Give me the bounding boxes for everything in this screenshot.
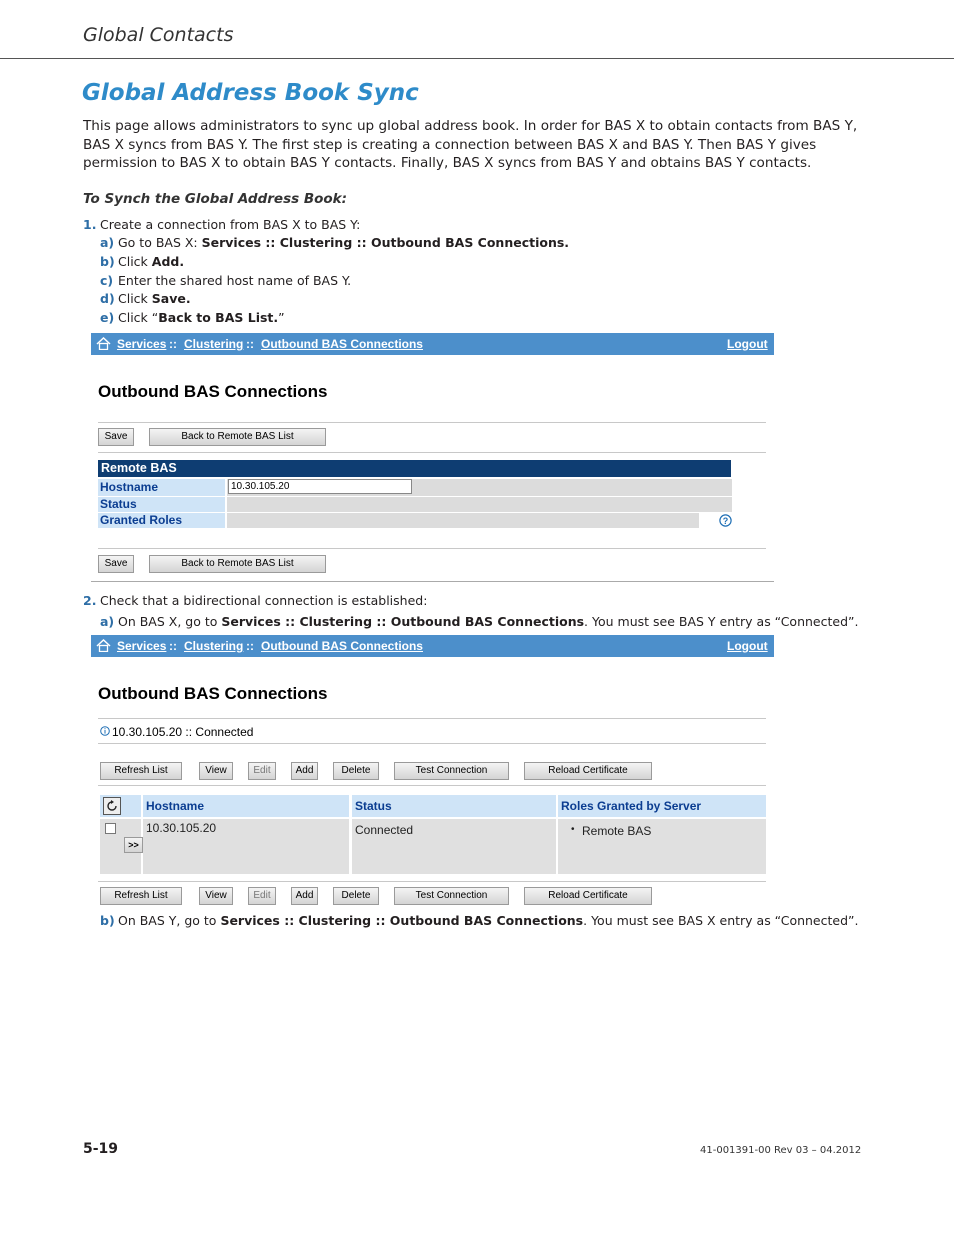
connections-table — [100, 795, 766, 874]
back-to-remote-bas-list-button[interactable]: Back to Remote BAS List — [149, 428, 326, 446]
intro-paragraph: This page allows administrators to sync up global address book. In order for BAS X to obtain contacts from BAS Y, BAS X syncs from BAS Y. The first step is creating a connection between BAS X and BAS Y. Then BAS Y gives permission to BAS X to obtain BAS Y contacts. Finally, BAS X syncs from BAS Y and obtains BAS Y contacts. — [83, 118, 858, 171]
nav-clustering-link[interactable]: Clustering — [184, 639, 244, 653]
procedure-heading: To Synch the Global Address Book: — [83, 191, 348, 207]
bullet: • — [571, 824, 575, 835]
row-status: Connected — [355, 823, 414, 837]
logout-link[interactable]: Logout — [727, 337, 768, 351]
divider — [98, 452, 766, 453]
edit-button[interactable]: Edit — [248, 887, 276, 905]
status-label: Status — [100, 497, 137, 511]
column-header-hostname[interactable]: Hostname — [143, 795, 349, 817]
label-cell — [98, 479, 225, 496]
divider — [98, 718, 766, 719]
table-row[interactable] — [143, 819, 349, 874]
step-letter: a) — [100, 235, 115, 250]
granted-roles-label: Granted Roles — [100, 513, 183, 527]
nav-services-link[interactable]: Services — [117, 337, 167, 351]
connection-status-message: 10.30.105.20 :: Connected — [112, 725, 254, 739]
home-icon[interactable] — [96, 639, 111, 652]
step-text: Click — [118, 291, 152, 306]
step-1 — [83, 217, 360, 232]
step-2a — [100, 614, 858, 629]
step-text: Go to BAS X: — [118, 235, 202, 250]
label-cell — [98, 513, 225, 528]
nav-bar — [91, 635, 774, 657]
step-text: ” — [278, 310, 285, 325]
step-1c — [100, 273, 351, 288]
add-button[interactable]: Add — [291, 887, 318, 905]
test-connection-button[interactable]: Test Connection — [394, 762, 509, 780]
step-text: On BAS X, go to — [118, 614, 222, 629]
back-to-remote-bas-list-button[interactable]: Back to Remote BAS List — [149, 555, 326, 573]
screenshot-connections-list — [91, 635, 774, 910]
granted-roles-value — [227, 513, 699, 528]
step-text: . You must see BAS Y entry as “Connected”. — [584, 614, 859, 629]
panel-title: Outbound BAS Connections — [98, 684, 328, 703]
step-letter: b) — [100, 254, 115, 269]
delete-button[interactable]: Delete — [333, 887, 379, 905]
step-bold: Services :: Clustering :: Outbound BAS Connections — [220, 913, 584, 928]
step-text: Check that a bidirectional connection is established: — [100, 593, 428, 608]
step-text: On BAS Y, go to — [118, 913, 221, 928]
step-letter: a) — [100, 614, 115, 629]
label-cell — [98, 497, 225, 512]
status-value — [227, 497, 732, 512]
step-text: Click “ — [118, 310, 159, 325]
column-header-status[interactable]: Status — [352, 795, 556, 817]
step-bold: Services :: Clustering :: Outbound BAS Connections — [221, 614, 585, 629]
view-button[interactable]: View — [199, 762, 233, 780]
reload-certificate-button[interactable]: Reload Certificate — [524, 887, 652, 905]
step-letter: d) — [100, 291, 115, 306]
step-1e — [100, 310, 285, 325]
save-button[interactable]: Save — [98, 555, 134, 573]
logout-link[interactable]: Logout — [727, 639, 768, 653]
nav-clustering-link[interactable]: Clustering — [184, 337, 244, 351]
screenshot-remote-bas-form — [91, 333, 774, 583]
delete-button[interactable]: Delete — [333, 762, 379, 780]
row-role: Remote BAS — [582, 824, 652, 838]
nav-outbound-link[interactable]: Outbound BAS Connections — [261, 639, 423, 653]
divider — [98, 881, 766, 882]
refresh-list-button[interactable]: Refresh List — [100, 887, 182, 905]
nav-separator: :: — [246, 337, 254, 351]
step-letter: e) — [100, 310, 115, 325]
divider — [98, 422, 766, 423]
divider — [98, 743, 766, 744]
step-letter: c) — [100, 273, 114, 288]
document-id: 41-001391-00 Rev 03 – 04.2012 — [700, 1145, 862, 1156]
step-number: 2. — [83, 593, 97, 608]
divider — [91, 581, 774, 582]
nav-separator: :: — [246, 639, 254, 653]
test-connection-button[interactable]: Test Connection — [394, 887, 509, 905]
step-text: Create a connection from BAS X to BAS Y: — [100, 217, 361, 232]
step-number: 1. — [83, 217, 97, 232]
step-text: . You must see BAS X entry as “Connected”. — [583, 913, 859, 928]
row-status-cell — [352, 819, 556, 874]
panel-title: Outbound BAS Connections — [98, 382, 328, 401]
reload-certificate-button[interactable]: Reload Certificate — [524, 762, 652, 780]
help-icon[interactable] — [719, 514, 732, 527]
nav-bar — [91, 333, 774, 355]
nav-separator: :: — [169, 337, 177, 351]
step-2 — [83, 593, 427, 608]
expand-row-button[interactable]: >> — [124, 837, 143, 853]
svg-text:?: ? — [722, 516, 729, 526]
page-title: Global Address Book Sync — [82, 80, 419, 106]
step-text: Enter the shared host name of BAS Y. — [118, 273, 352, 288]
step-bold: Services :: Clustering :: Outbound BAS Connections. — [201, 235, 570, 250]
edit-button[interactable]: Edit — [248, 762, 276, 780]
step-bold: Save. — [151, 291, 191, 306]
section-header-remote-bas: Remote BAS — [98, 460, 731, 477]
nav-services-link[interactable]: Services — [117, 639, 167, 653]
header-rule — [0, 58, 954, 59]
row-roles-cell — [558, 819, 766, 874]
step-letter: b) — [100, 913, 115, 928]
hostname-input[interactable] — [228, 479, 412, 494]
table-row-select-cell — [100, 819, 141, 874]
info-icon — [100, 726, 110, 736]
step-text: Click — [118, 254, 152, 269]
select-header — [100, 795, 141, 817]
nav-outbound-link[interactable]: Outbound BAS Connections — [261, 337, 423, 351]
step-bold: Back to BAS List. — [158, 310, 279, 325]
divider — [98, 548, 766, 549]
refresh-icon[interactable] — [103, 797, 121, 815]
step-2b — [100, 913, 858, 928]
refresh-list-button[interactable]: Refresh List — [100, 762, 182, 780]
hostname-label: Hostname — [100, 480, 159, 494]
column-header-roles[interactable]: Roles Granted by Server — [558, 795, 766, 817]
step-1b — [100, 254, 184, 269]
divider — [98, 785, 766, 786]
value-cell — [227, 479, 732, 496]
step-1d — [100, 291, 191, 306]
add-button[interactable]: Add — [291, 762, 318, 780]
section-header: Global Contacts — [83, 24, 234, 46]
view-button[interactable]: View — [199, 887, 233, 905]
save-button[interactable]: Save — [98, 428, 134, 446]
row-hostname: 10.30.105.20 — [146, 821, 217, 835]
home-icon[interactable] — [96, 337, 111, 350]
step-bold: Add. — [151, 254, 185, 269]
nav-separator: :: — [169, 639, 177, 653]
step-1a — [100, 235, 569, 250]
row-checkbox[interactable] — [105, 823, 116, 834]
page-number: 5-19 — [83, 1141, 119, 1157]
